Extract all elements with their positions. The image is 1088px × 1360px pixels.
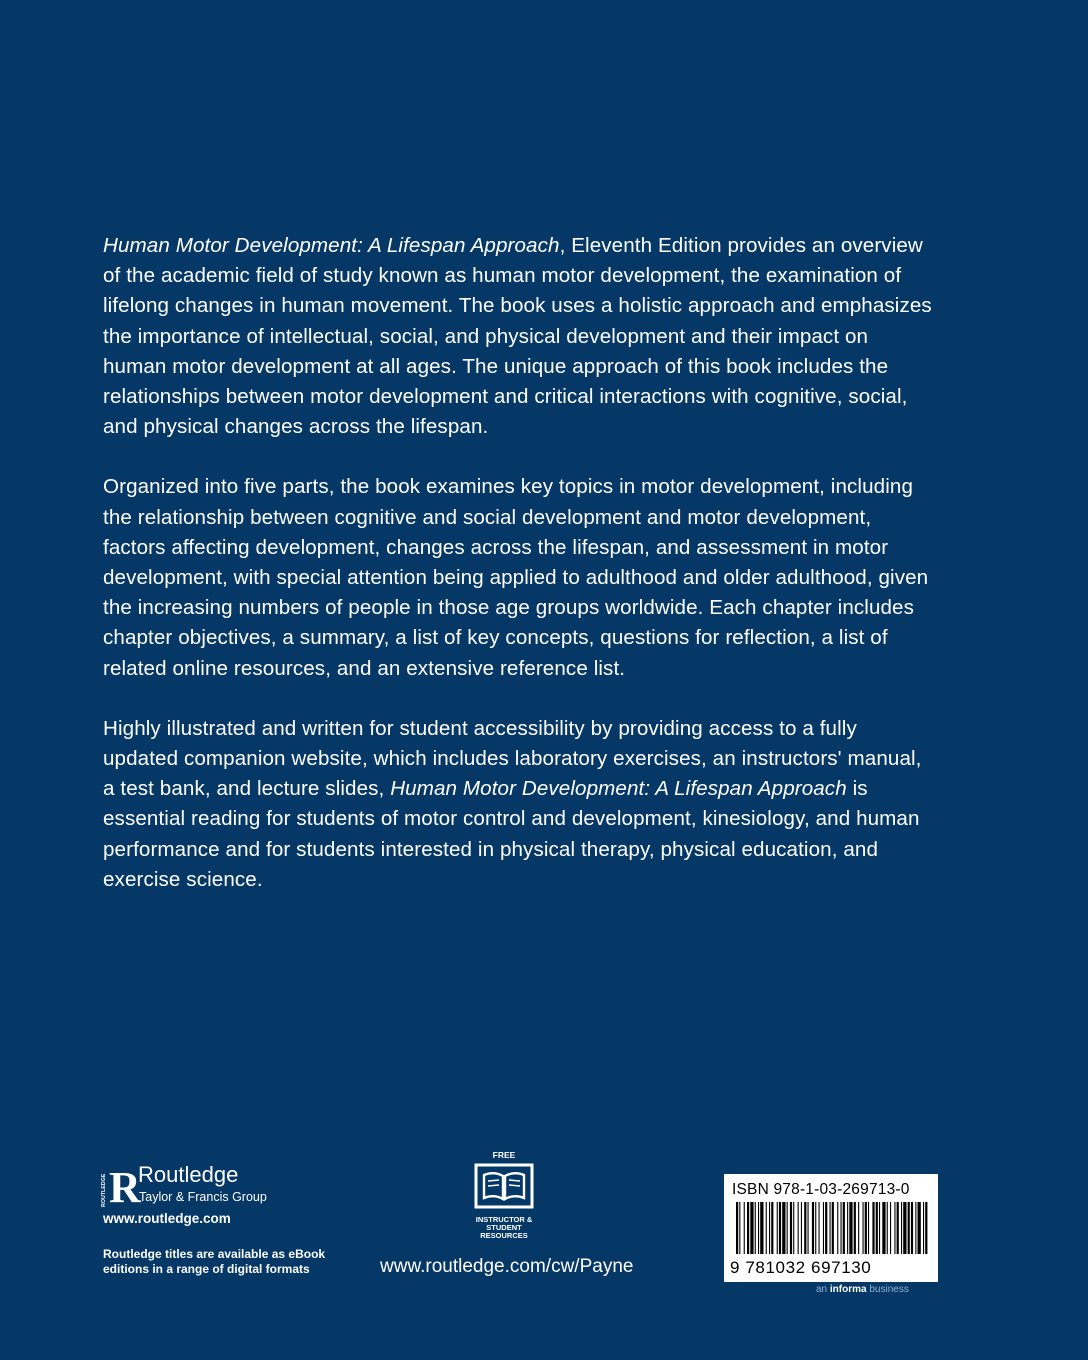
- blurb-paragraph-3: Highly illustrated and written for student accessibility by providing access to a fully updated companion website, which includes laboratory exercises, an instructors' manual, a test bank, and lecture slides, Human Motor Development: A Lifespan Approach is essential reading for students of motor control and development, kinesiology, and human performance and for students interested in physical therapy, physical education, and exercise science.: [103, 716, 922, 891]
- isbn-label: ISBN 978-1-03-269713-0: [732, 1181, 910, 1198]
- blurb-paragraph-2: Organized into five parts, the book examines key topics in motor development, including the relationship between cognitive and social development and motor development, factors affecting development, changes across the lifespan, and assessment in motor development, with special attention being applied to adulthood and older adulthood, given the increasing numbers of people in those age groups worldwide. Each chapter includes chapter objectives, a summary, a list of key concepts, questions for reflection, a list of related online resources, and an extensive reference list.: [103, 475, 929, 680]
- barcode: [734, 1202, 930, 1254]
- resources-label: INSTRUCTOR & STUDENT RESOURCES: [475, 1215, 533, 1240]
- free-resources-badge: [464, 1150, 544, 1240]
- routledge-vertical-text: ROUTLEDGE: [101, 1173, 107, 1207]
- back-cover-blurb: [103, 231, 933, 925]
- ebook-note: Routledge titles are available as eBook editions in a range of digital formats: [103, 1247, 326, 1276]
- free-label: FREE: [492, 1150, 516, 1160]
- isbn-digits: 9 781032 697130: [730, 1258, 872, 1277]
- blurb-paragraph-1: Human Motor Development: A Lifespan Approach, Eleventh Edition provides an overview of the academic field of study known as human motor development, the examination of lifelong changes in human movement. The book uses a holistic approach and emphasizes the importance of intellectual, social, and physical development and their impact on human motor development at all ages. The unique approach of this book includes the relationships between motor development and critical interactions with cognitive, social, and physical changes across the lifespan.: [103, 234, 932, 439]
- publisher-name: Routledge: [138, 1162, 239, 1187]
- routledge-r-icon: [100, 1162, 141, 1212]
- book-title-italic: Human Motor Development: A Lifespan Approach: [390, 777, 847, 801]
- routledge-r-letter: R: [109, 1163, 141, 1212]
- publisher-group: Taylor & Francis Group: [139, 1190, 267, 1204]
- routledge-logo: [100, 1160, 330, 1210]
- companion-website-link[interactable]: www.routledge.com/cw/Payne: [380, 1256, 634, 1277]
- publisher-url[interactable]: www.routledge.com: [103, 1211, 231, 1226]
- book-title-italic: Human Motor Development: A Lifespan Approach: [103, 234, 560, 257]
- isbn-barcode-box: [724, 1174, 938, 1282]
- informa-tagline: an informa business: [816, 1284, 909, 1295]
- open-book-icon: [474, 1163, 534, 1209]
